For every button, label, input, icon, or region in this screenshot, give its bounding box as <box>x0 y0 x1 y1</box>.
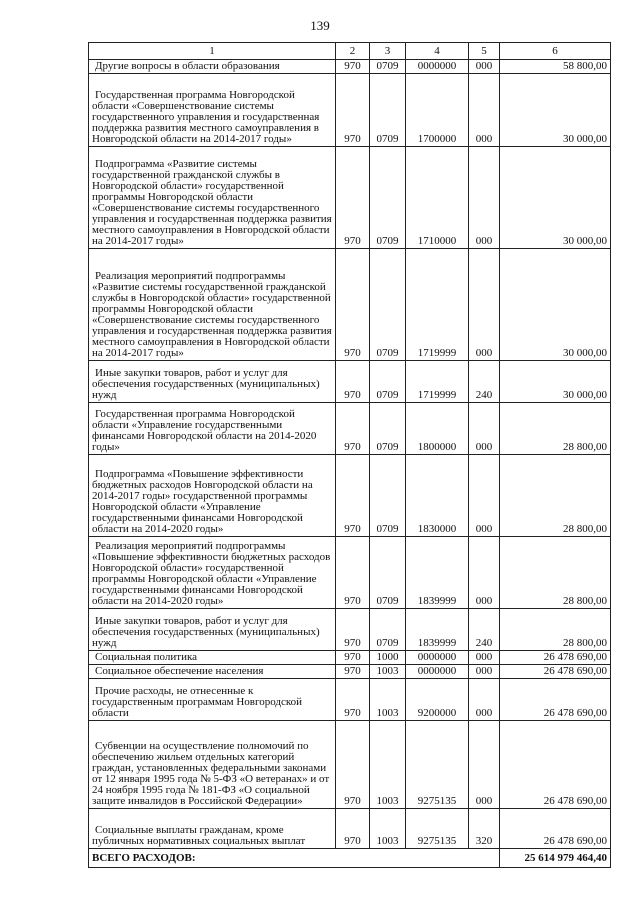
expense-type-cell: 000 <box>469 721 500 809</box>
section-code-cell: 1003 <box>370 665 406 679</box>
target-article-cell: 0000000 <box>406 665 469 679</box>
section-code-cell: 0709 <box>370 249 406 361</box>
column-number-header: 6 <box>500 43 611 60</box>
target-article-cell: 0000000 <box>406 651 469 665</box>
column-number-header: 1 <box>89 43 336 60</box>
expense-name-cell: Иные закупки товаров, работ и услуг для обеспечения государственных (муниципальных) нужд <box>89 361 336 403</box>
amount-cell: 30 000,00 <box>500 249 611 361</box>
expense-type-cell: 000 <box>469 665 500 679</box>
table-row <box>89 147 611 249</box>
amount-cell: 58 800,00 <box>500 60 611 74</box>
department-code-cell: 970 <box>336 679 370 721</box>
expense-type-cell: 000 <box>469 60 500 74</box>
expense-type-cell: 240 <box>469 609 500 651</box>
expense-type-cell: 000 <box>469 147 500 249</box>
expense-type-cell: 000 <box>469 249 500 361</box>
amount-cell: 30 000,00 <box>500 74 611 147</box>
table-row <box>89 721 611 809</box>
department-code-cell: 970 <box>336 609 370 651</box>
target-article-cell: 1839999 <box>406 537 469 609</box>
expense-name-cell: Подпрограмма «Развитие системы государственной гражданской службы в Новгородской области» государственной программы Новгородской области «Совершенствование системы государственного управления и государственная поддержка развития местного самоуправления в Новгородской области на 2014-2017 годы» <box>89 147 336 249</box>
target-article-cell: 1719999 <box>406 249 469 361</box>
section-code-cell: 1003 <box>370 679 406 721</box>
column-number-header: 4 <box>406 43 469 60</box>
expense-type-cell: 000 <box>469 679 500 721</box>
department-code-cell: 970 <box>336 403 370 455</box>
department-code-cell: 970 <box>336 249 370 361</box>
section-code-cell: 0709 <box>370 147 406 249</box>
table-row <box>89 74 611 147</box>
section-code-cell: 0709 <box>370 455 406 537</box>
target-article-cell: 9200000 <box>406 679 469 721</box>
amount-cell: 28 800,00 <box>500 609 611 651</box>
table-row <box>89 455 611 537</box>
expense-type-cell: 000 <box>469 403 500 455</box>
table-row <box>89 403 611 455</box>
target-article-cell: 1700000 <box>406 74 469 147</box>
expense-type-cell: 000 <box>469 537 500 609</box>
section-code-cell: 0709 <box>370 403 406 455</box>
section-code-cell: 0709 <box>370 537 406 609</box>
expense-name-cell: Подпрограмма «Повышение эффективности бюджетных расходов Новгородской области на 2014-2017 годы» государственной программы Новгородской области «Управление государственными финансами Новгородской области на 2014-2020 годы» <box>89 455 336 537</box>
target-article-cell: 1719999 <box>406 361 469 403</box>
amount-cell: 26 478 690,00 <box>500 721 611 809</box>
expense-name-cell: Государственная программа Новгородской области «Совершенствование системы государственного управления и государственная поддержка развития местного самоуправления в Новгородской области на 2014-2017 годы» <box>89 74 336 147</box>
amount-cell: 26 478 690,00 <box>500 665 611 679</box>
section-code-cell: 1000 <box>370 651 406 665</box>
total-label: ВСЕГО РАСХОДОВ: <box>89 849 500 868</box>
department-code-cell: 970 <box>336 455 370 537</box>
table-row <box>89 361 611 403</box>
expense-name-cell: Реализация мероприятий подпрограммы «Повышение эффективности бюджетных расходов Новгородской области» государственной программы Новгородской области «Управление государственными финансами Новгородской области на 2014-2020 годы» <box>89 537 336 609</box>
expense-name-cell: Субвенции на осуществление полномочий по обеспечению жильем отдельных категорий граждан, установленных федеральными законами от 12 января 1995 года № 5-ФЗ «О ветеранах» и от 24 ноября 1995 года № 181-ФЗ «О социальной защите инвалидов в Российской Федерации» <box>89 721 336 809</box>
expense-type-cell: 240 <box>469 361 500 403</box>
table-row <box>89 249 611 361</box>
table-row <box>89 537 611 609</box>
table-row <box>89 665 611 679</box>
table-row <box>89 609 611 651</box>
page-number: 139 <box>310 18 330 33</box>
section-code-cell: 1003 <box>370 721 406 809</box>
department-code-cell: 970 <box>336 60 370 74</box>
amount-cell: 26 478 690,00 <box>500 809 611 849</box>
section-code-cell: 0709 <box>370 361 406 403</box>
expense-name-cell: Другие вопросы в области образования <box>89 60 336 74</box>
target-article-cell: 9275135 <box>406 809 469 849</box>
target-article-cell: 0000000 <box>406 60 469 74</box>
column-number-header: 2 <box>336 43 370 60</box>
target-article-cell: 1830000 <box>406 455 469 537</box>
amount-cell: 28 800,00 <box>500 537 611 609</box>
expense-type-cell: 000 <box>469 455 500 537</box>
target-article-cell: 1710000 <box>406 147 469 249</box>
expense-type-cell: 000 <box>469 651 500 665</box>
column-number-row <box>89 43 611 60</box>
department-code-cell: 970 <box>336 537 370 609</box>
section-code-cell: 0709 <box>370 609 406 651</box>
total-amount: 25 614 979 464,40 <box>500 849 611 868</box>
total-row <box>89 849 611 868</box>
expense-name-cell: Социальная политика <box>89 651 336 665</box>
target-article-cell: 1800000 <box>406 403 469 455</box>
department-code-cell: 970 <box>336 74 370 147</box>
department-code-cell: 970 <box>336 721 370 809</box>
department-code-cell: 970 <box>336 361 370 403</box>
amount-cell: 26 478 690,00 <box>500 679 611 721</box>
amount-cell: 30 000,00 <box>500 361 611 403</box>
target-article-cell: 9275135 <box>406 721 469 809</box>
column-number-header: 3 <box>370 43 406 60</box>
amount-cell: 28 800,00 <box>500 455 611 537</box>
expense-type-cell: 320 <box>469 809 500 849</box>
expense-name-cell: Государственная программа Новгородской области «Управление государственными финансами Новгородской области на 2014-2020 годы» <box>89 403 336 455</box>
target-article-cell: 1839999 <box>406 609 469 651</box>
expense-name-cell: Социальные выплаты гражданам, кроме публичных нормативных социальных выплат <box>89 809 336 849</box>
amount-cell: 28 800,00 <box>500 403 611 455</box>
expense-name-cell: Иные закупки товаров, работ и услуг для обеспечения государственных (муниципальных) нужд <box>89 609 336 651</box>
section-code-cell: 0709 <box>370 60 406 74</box>
expense-name-cell: Реализация мероприятий подпрограммы «Развитие системы государственной гражданской службы в Новгородской области» государственной программы Новгородской области «Совершенствование системы государственного управления и государственная поддержка развития местного самоуправления в Новгородской области на 2014-2017 годы» <box>89 249 336 361</box>
department-code-cell: 970 <box>336 651 370 665</box>
department-code-cell: 970 <box>336 147 370 249</box>
expense-type-cell: 000 <box>469 74 500 147</box>
table-row <box>89 651 611 665</box>
table-row <box>89 809 611 849</box>
column-number-header: 5 <box>469 43 500 60</box>
budget-table <box>88 42 611 868</box>
expense-name-cell: Прочие расходы, не отнесенные к государственным программам Новгородской области <box>89 679 336 721</box>
amount-cell: 30 000,00 <box>500 147 611 249</box>
section-code-cell: 0709 <box>370 74 406 147</box>
department-code-cell: 970 <box>336 809 370 849</box>
table-row <box>89 679 611 721</box>
department-code-cell: 970 <box>336 665 370 679</box>
section-code-cell: 1003 <box>370 809 406 849</box>
expense-name-cell: Социальное обеспечение населения <box>89 665 336 679</box>
table-row <box>89 60 611 74</box>
amount-cell: 26 478 690,00 <box>500 651 611 665</box>
